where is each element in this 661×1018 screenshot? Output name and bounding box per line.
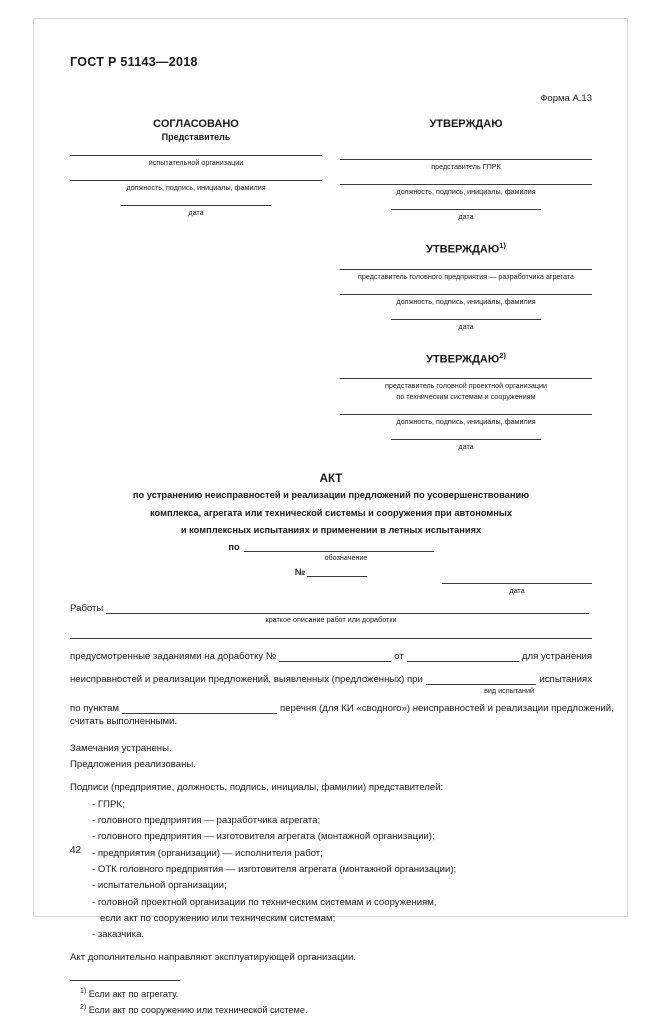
signature-rule [340, 159, 592, 160]
gprk-caption-2: должность, подпись, инициалы, фамилия [396, 187, 536, 196]
list-item: - головного предприятия — разработчика агрегата; [92, 815, 321, 827]
items-label-a: по пунктам [70, 702, 120, 714]
signature-rule [70, 180, 322, 181]
designation-caption: обозначение [324, 552, 368, 562]
footnote-text-1: Если акт по агрегату. [86, 989, 179, 1000]
items-label-b: перечня (для КИ «сводного») неисправностей и реализации предложений, [280, 702, 614, 714]
utverzhdayu-title-1: УТВЕРЖДАЮ [429, 118, 503, 130]
soglasovano-subtitle: Представитель [161, 132, 231, 142]
task-date-input[interactable] [407, 649, 519, 662]
form-number: Форма А.13 [540, 93, 592, 104]
soglasovano-title: СОГЛАСОВАНО [153, 118, 239, 130]
act-subtitle-line-2: комплекса, агрегата или технической системы и сооружения при автономных [149, 507, 512, 518]
works-label: Работы [70, 602, 104, 614]
list-item: - испытательной организации; [92, 880, 227, 892]
list-item: - головной проектной организации по техническим системам и сооружениям, [92, 896, 437, 908]
signatures-intro: Подписи (предприятие, должность, подпись, инициалы, фамилии) представителей: [70, 782, 444, 794]
developer-caption-3: дата [458, 321, 474, 331]
act-title: АКТ [319, 473, 343, 486]
footnote-2 [70, 1002, 592, 1018]
signature-rule-date [391, 319, 541, 320]
act-date-input[interactable] [442, 583, 592, 584]
remarks-resolved: Замечания устранены. [70, 742, 172, 754]
developer-caption-2: должность, подпись, инициалы, фамилия [396, 296, 536, 306]
gprk-caption-3: дата [458, 212, 474, 221]
completed-text: считать выполненными. [70, 715, 178, 727]
po-label: по [228, 541, 240, 552]
task-number-input[interactable] [279, 649, 391, 662]
closing-text: Акт дополнительно направляют эксплуатирующей организации. [70, 951, 356, 963]
footnote-marker-1: 1) [80, 988, 87, 996]
task-label-c: для устранения [521, 650, 593, 662]
soglasovano-caption-2: должность, подпись, инициалы, фамилия [126, 183, 266, 192]
signature-rule [340, 378, 592, 379]
task-row [70, 649, 592, 662]
footnote-divider [70, 980, 180, 981]
tests-row [70, 672, 592, 685]
works-input-line-2[interactable] [70, 626, 592, 639]
signature-rule [70, 155, 322, 156]
developer-caption-1: представитель головного предприятия — разработчика агрегата [357, 271, 574, 281]
proposals-implemented: Предложения реализованы. [70, 759, 196, 771]
signature-rule-date [391, 209, 541, 210]
signature-rule [340, 414, 592, 415]
approval-block-project-org [340, 351, 592, 452]
page-number: 42 [70, 845, 82, 856]
items-input[interactable] [122, 701, 277, 714]
soglasovano-caption-3: дата [188, 208, 204, 217]
tests-label-a: неисправностей и реализации предложений, выявленных (предложенных) при [70, 673, 423, 685]
approval-columns [70, 118, 592, 451]
works-caption: краткое описание работ или доработки [265, 614, 397, 624]
project-org-caption-3: дата [458, 442, 474, 452]
project-org-caption-2: должность, подпись, инициалы, фамилия [396, 417, 536, 427]
number-label: № [294, 566, 306, 577]
act-date-caption: дата [509, 585, 525, 595]
approval-block-left [70, 118, 322, 217]
signature-list [70, 797, 592, 944]
page-content [70, 55, 614, 1018]
task-label-a: предусмотренные заданиями на доработку № [70, 650, 277, 662]
signature-rule [340, 269, 592, 270]
tests-type-caption: вид испытаний [484, 685, 534, 695]
task-label-b: от [394, 650, 404, 662]
soglasovano-caption-1: испытательной организации [148, 158, 244, 167]
footnote-ref-1: 1) [499, 241, 506, 250]
signature-rule [340, 184, 592, 185]
utverzhdayu-title-3: УТВЕРЖДАЮ$^{2)}$ [426, 350, 506, 366]
list-item: - заказчика. [92, 929, 145, 941]
footnote-ref-2: 2) [499, 350, 506, 360]
designation-row [70, 540, 592, 552]
approval-block-developer [340, 241, 592, 331]
gprk-caption-1: представитель ГПРК [431, 162, 501, 171]
works-row [70, 601, 592, 614]
signature-rule [340, 294, 592, 295]
designation-input[interactable] [244, 540, 434, 552]
tests-type-input[interactable] [426, 672, 537, 685]
items-row [70, 701, 614, 714]
act-subtitle-line-1: по устранению неисправностей и реализации предложений по усовершенствованию [132, 490, 530, 501]
works-input[interactable] [106, 601, 589, 614]
list-item: если акт по сооружению или техническим системам; [100, 912, 336, 924]
project-org-caption-1: представитель головной проектной организации [384, 381, 548, 391]
footnote-marker-2: 2) [80, 1004, 87, 1012]
tests-label-b: испытаниях [539, 673, 592, 685]
approval-blocks-right [340, 118, 592, 451]
list-item: - головного предприятия — изготовителя агрегата (монтажной организации); [92, 831, 435, 843]
standard-header: ГОСТ Р 51143—2018 [70, 55, 198, 69]
number-input[interactable] [307, 565, 367, 577]
act-date-block [442, 583, 592, 595]
footnote-text-2: Если акт по сооружению или технической системе. [86, 1005, 308, 1016]
list-item: - предприятия (организации) — исполнителя работ; [92, 847, 323, 859]
number-row [70, 565, 592, 577]
footnote-1 [70, 986, 592, 1002]
signature-rule-date [391, 439, 541, 440]
utverzhdayu-title-2: УТВЕРЖДАЮ$^{1)}$ [426, 241, 506, 256]
signature-rule-date [121, 205, 271, 206]
approval-block-gprk [340, 118, 592, 221]
act-subtitle-line-3: и комплексных испытаниях и применении в летных испытаниях [180, 525, 482, 536]
list-item: - ОТК головного предприятия — изготовителя агрегата (монтажной организации); [92, 864, 457, 876]
list-item: - ГПРК; [92, 798, 125, 810]
project-org-caption-1b: по техническим системам и сооружениям [396, 392, 536, 402]
